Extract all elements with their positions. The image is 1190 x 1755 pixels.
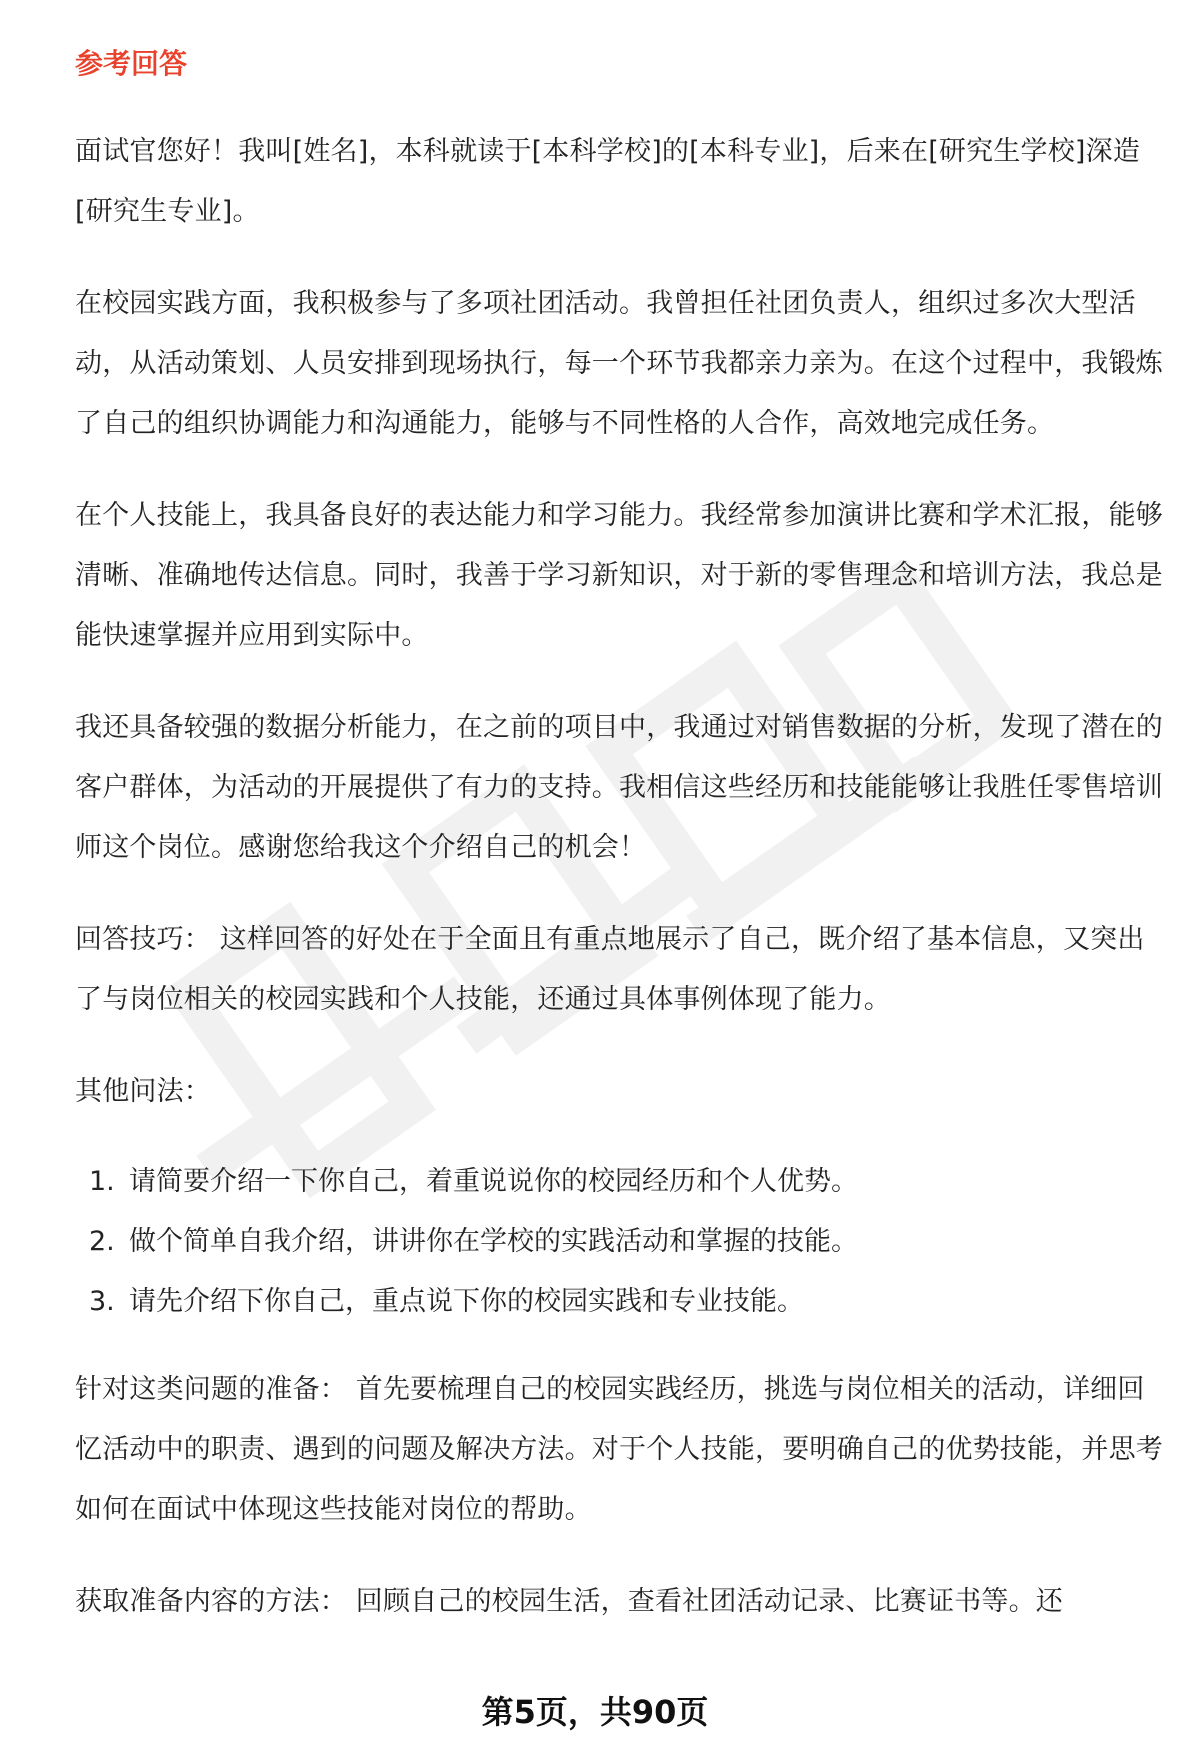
paragraph-intro: 面试官您好！我叫[姓名]，本科就读于[本科学校]的[本科专业]，后来在[研究生学校]深造[研究生专业]。: [75, 136, 1141, 227]
list-item-number: 1.: [89, 1166, 115, 1197]
paragraph-personal-skills: 在个人技能上，我具备良好的表达能力和学习能力。我经常参加演讲比赛和学术汇报，能够清晰、准确地传达信息。同时，我善于学习新知识，对于新的零售理念和培训方法，我总是能快速掌握并应用到实际中。: [75, 500, 1163, 651]
section-heading: 参考回答: [75, 47, 188, 80]
list-item-text: 请简要介绍一下你自己，着重说说你的校园经历和个人优势。: [129, 1166, 858, 1197]
list-item-text: 请先介绍下你自己，重点说下你的校园实践和专业技能。: [129, 1286, 804, 1317]
list-item: [89, 1212, 1165, 1272]
paragraph-campus-practice: 在校园实践方面，我积极参与了多项社团活动。我曾担任社团负责人，组织过多次大型活动，从活动策划、人员安排到现场执行，每一个环节我都亲力亲为。在这个过程中，我锻炼了自己的组织协调能力和沟通能力，能够与不同性格的人合作，高效地完成任务。: [75, 288, 1163, 439]
list-item-text: 做个简单自我介绍，讲讲你在学校的实践活动和掌握的技能。: [129, 1226, 858, 1257]
paragraph-method: 获取准备内容的方法： 回顾自己的校园生活，查看社团活动记录、比赛证书等。还: [75, 1586, 1063, 1617]
list-item-number: 2.: [89, 1226, 115, 1257]
paragraph-answer-tips: 回答技巧： 这样回答的好处在于全面且有重点地展示了自己，既介绍了基本信息，又突出了与岗位相关的校园实践和个人技能，还通过具体事例体现了能力。: [75, 924, 1145, 1015]
paragraph-data-analysis: 我还具备较强的数据分析能力，在之前的项目中，我通过对销售数据的分析，发现了潜在的客户群体，为活动的开展提供了有力的支持。我相信这些经历和技能能够让我胜任零售培训师这个岗位。感谢您给我这个介绍自己的机会！: [75, 712, 1163, 863]
document-page: [75, 44, 1165, 1664]
list-item: [89, 1272, 1165, 1332]
page-number-footer: 第5页，共90页: [481, 1693, 709, 1731]
question-list: [89, 1152, 1165, 1332]
paragraph-other-questions-label: 其他问法：: [75, 1076, 211, 1107]
list-item-number: 3.: [89, 1286, 115, 1317]
list-item: [89, 1152, 1165, 1212]
paragraph-preparation: 针对这类问题的准备： 首先要梳理自己的校园实践经历，挑选与岗位相关的活动，详细回忆活动中的职责、遇到的问题及解决方法。对于个人技能，要明确自己的优势技能，并思考如何在面试中体现这些技能对岗位的帮助。: [75, 1374, 1163, 1525]
